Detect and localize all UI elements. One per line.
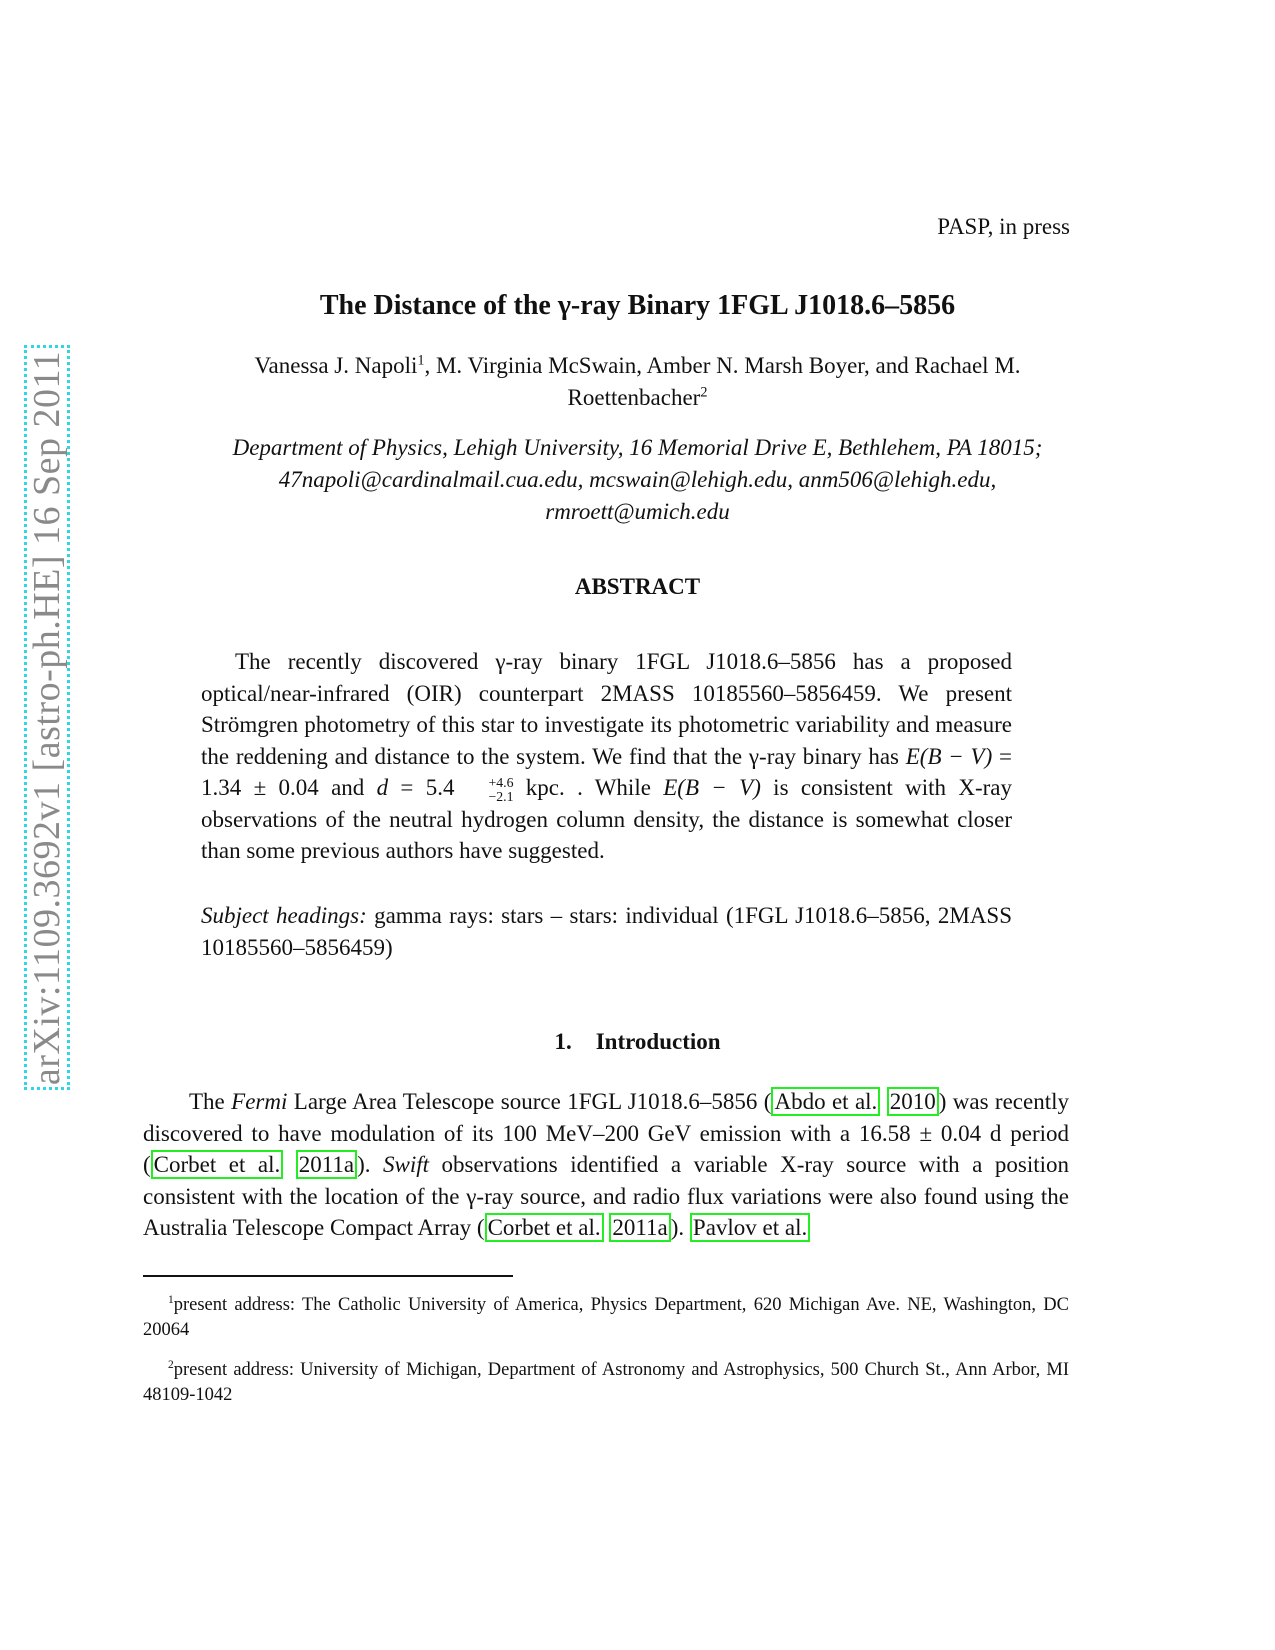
section-title: Introduction: [595, 1029, 721, 1054]
author-line-2: Roettenbacher$^2$: [567, 384, 708, 410]
introduction-body: [143, 1086, 1069, 1244]
arxiv-identifier-stamp[interactable]: [24, 345, 70, 1090]
footnote-mark: 2: [168, 1358, 174, 1371]
citation-link[interactable]: Corbet et al.: [485, 1213, 604, 1242]
reddening-symbol: E(B − V): [905, 743, 993, 769]
distance-symbol: d: [376, 775, 389, 800]
reddening-symbol: E(B − V): [663, 775, 761, 800]
arxiv-identifier-text: arXiv:1109.3692v1 [astro-ph.HE] 16 Sep 2011: [26, 350, 68, 1085]
citation-link[interactable]: Corbet et al.: [151, 1150, 284, 1179]
footnote-ref-1: 1: [417, 352, 425, 369]
subject-headings: [201, 900, 1012, 963]
email-list: 47napoli@cardinalmail.cua.edu, mcswain@lehigh.edu, anm506@lehigh.edu,: [278, 467, 997, 492]
citation-link[interactable]: Pavlov et al.: [690, 1213, 810, 1242]
abstract-heading: ABSTRACT: [574, 574, 701, 599]
citation-link[interactable]: 2011a: [609, 1213, 670, 1242]
abstract-body: [201, 646, 1012, 867]
affiliation-block: [150, 432, 1125, 528]
footnote-ref-2: 2: [700, 384, 708, 401]
footnote-2: $^2$present address: University of Michigan, Department of Astronomy and Astrophysics, 500 Church St., Ann Arbor, MI 48109-1042: [143, 1358, 1069, 1405]
affiliation-line: Department of Physics, Lehigh University, 16 Memorial Drive E, Bethlehem, PA 18015;: [232, 435, 1043, 460]
section-heading: [0, 1029, 1275, 1055]
paper-title: The Distance of the γ-ray Binary 1FGL J1018.6–5856: [319, 290, 956, 321]
subject-headings-text: gamma rays: stars – stars: individual (1FGL J1018.6–5856, 2MASS 10185560–5856459): [201, 903, 1013, 960]
footnote-mark: 1: [168, 1293, 174, 1306]
citation-link[interactable]: 2011a: [296, 1150, 357, 1179]
intro-paragraph: The Fermi Large Area Telescope source 1FGL J1018.6–5856 ( Abdo et al. 2010 ) was recently discovered to have modulation of its 100 MeV–200 GeV emission with a 16.58 ± 0.04 d period ( Corbet et al. 2011a ). Swift observations identified a variable X-ray source with a position consistent with the location of the γ-ray source, and radio flux variations were also found using the Australia Telescope Compact Array ( Corbet et al. 2011a ). Pavlov et al.: [143, 1089, 1070, 1240]
abstract-paragraph: The recently discovered γ-ray binary 1FGL J1018.6–5856 has a proposed optical/near-infrared (OIR) counterpart 2MASS 10185560–5856459. We present Strömgren photometry of this star to investigate its photometric variability and measure the reddening and distance to the system. We find that the γ-ray binary has E(B − V) = 1.34 ± 0.04 and d = 5.4 +4.6 −2.1 kpc. . While E(B − V) is consistent with X-ray observations of the neutral hydrogen column density, the distance is somewhat closer than some previous authors have suggested.: [201, 649, 1012, 864]
author-line-1: Vanessa J. Napoli$^1$, M. Virginia McSwain, Amber N. Marsh Boyer, and Rachael M.: [254, 352, 1021, 378]
author-list: [170, 350, 1105, 414]
citation-link[interactable]: Abdo et al.: [771, 1087, 880, 1116]
footnote-1: $^1$present address: The Catholic University of America, Physics Department, 620 Michigan Ave. NE, Washington, DC 20064: [143, 1293, 1069, 1340]
subject-headings-label: Subject headings:: [201, 903, 367, 928]
distance-error-bars: +4.6 −2.1: [488, 774, 514, 804]
citation-link[interactable]: 2010: [887, 1087, 939, 1116]
publication-status: PASP, in press: [937, 214, 1070, 239]
footnote-divider: [143, 1275, 513, 1277]
section-number: 1.: [554, 1029, 572, 1054]
email-list: rmroett@umich.edu: [545, 499, 730, 524]
